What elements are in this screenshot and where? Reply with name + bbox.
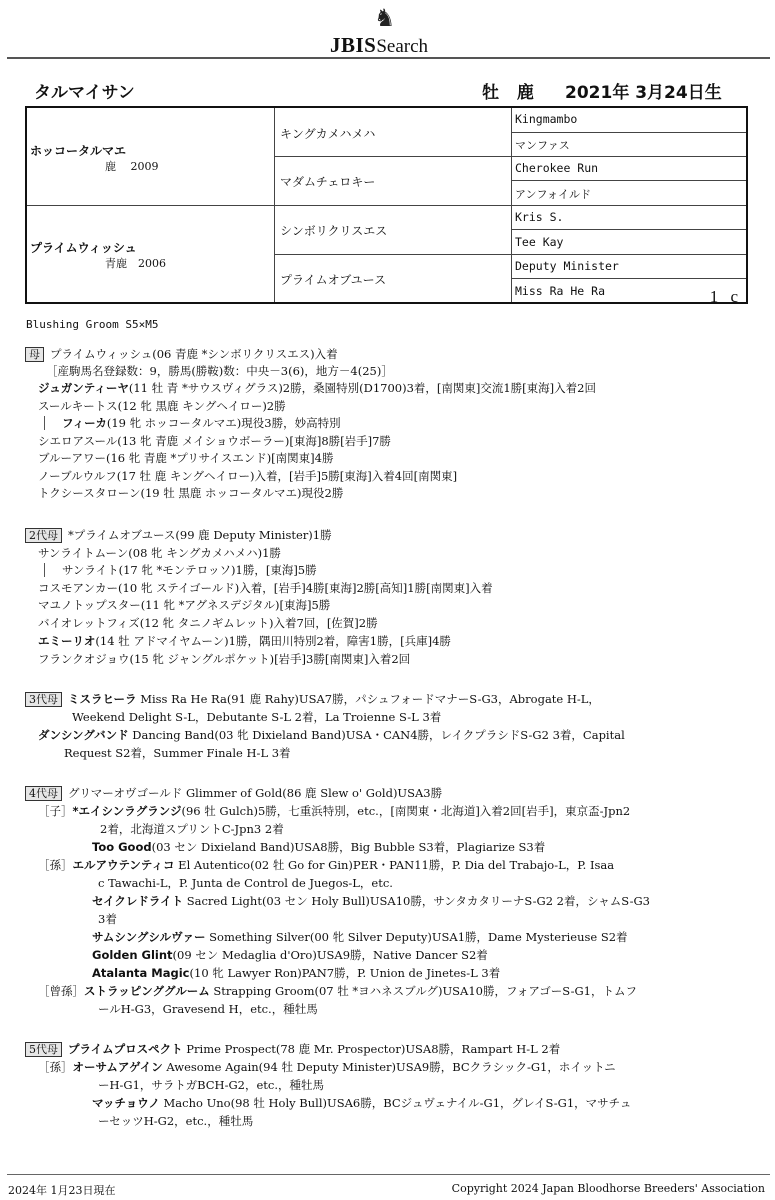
section-tag-3rd-dam: 3代母 [25, 692, 62, 707]
list-item: ［孫］エルアウテンティコ El Autentico(02 牡 Go for Gin)PER・PAN11勝，P. Dia del Trabajo-L，P. Isaa [38, 858, 615, 872]
horse-birth-date: 2021年 3月24日生 [565, 83, 722, 103]
list-item: サムシングシルヴァー Something Silver(00 牝 Silver Deputy)USA1勝，Dame Mysterieuse S2着 [92, 930, 628, 944]
copyright: Copyright 2024 Japan Bloodhorse Breeders' Association [451, 1182, 765, 1195]
second-dam-line: 2代母 *プライムオブユース(99 鹿 Deputy Minister)1勝 [25, 528, 332, 543]
list-item: エミーリオ(14 牡 アドマイヤムーン)1勝，隅田川特別2着，障害1勝，[兵庫]4勝 [38, 634, 451, 648]
list-item: フィーカ(19 牝 ホッコータルマエ)現役3勝，妙高特別 [62, 416, 341, 430]
pedigree-table [25, 106, 748, 304]
section-tag-4th-dam: 4代母 [25, 786, 62, 801]
pedigree-ss[interactable]: キングカメハメハ [280, 127, 376, 141]
header-divider [7, 57, 770, 59]
list-item: 3着 [98, 912, 117, 926]
pedigree-dds[interactable]: Deputy Minister [515, 259, 619, 273]
list-item: Atalanta Magic(10 牝 Lawyer Ron)PAN7勝，P. Union de Jinetes-L 3着 [92, 966, 501, 980]
pedigree-sss[interactable]: Kingmambo [515, 112, 578, 126]
horse-rider-icon: ♞ [374, 4, 396, 32]
pedigree-sd[interactable]: マダムチェロキー [280, 175, 376, 189]
section-tag-dam: 母 [25, 347, 44, 362]
pedigree-ddd[interactable]: Miss Ra He Ra [515, 284, 606, 298]
third-dam-line: 3代母 ミスラヒーラ Miss Ra He Ra(91 鹿 Rahy)USA7勝，パシュフォードマナーS-G3，Abrogate H-L， [25, 692, 600, 707]
list-item: サンライト(17 牝 *モンテロッソ)1勝，[東海]5勝 [62, 563, 317, 577]
list-item: トクシースタローン(19 牡 黒鹿 ホッコータルマエ)現役2勝 [38, 486, 344, 500]
section-tag-2nd-dam: 2代母 [25, 528, 62, 543]
list-item: Too Good(03 セン Dixieland Band)USA8勝，Big Bubble S3着，Plagiarize S3着 [92, 840, 546, 854]
list-item: マユノトップスター(11 牝 *アグネスデジタル)[東海]5勝 [38, 598, 331, 612]
list-item: ダンシングバンド Dancing Band(03 牝 Dixieland Band)USA・CAN4勝，レイクプラシドS-G2 3着，Capital [38, 728, 625, 742]
sire-name[interactable]: ホッコータルマエ [30, 144, 127, 158]
list-item: バイオレットフィズ(12 牝 タニノギムレット)入着7回，[佐賀]2勝 [38, 616, 378, 630]
as-of-date: 2024年 1月23日現在 [8, 1184, 116, 1197]
list-item: スールキートス(12 牝 黒鹿 キングヘイロー)2勝 [38, 399, 286, 413]
list-item: Request S2着，Summer Finale H-L 3着 [64, 746, 291, 760]
dam-line: 母 プライムウィッシュ(06 青鹿 *シンボリクリスエス)入着 [25, 347, 338, 362]
family-number: 1 c [709, 287, 742, 306]
pedigree-ssd[interactable]: マンファス [515, 139, 570, 152]
list-item: マッチョウノ Macho Uno(98 牡 Holy Bull)USA6勝，BCジュヴェナイル-G1，グレイS-G1，マサチュ [92, 1096, 632, 1110]
dam-detail: 青鹿 2006 [105, 257, 166, 270]
pedigree-ds[interactable]: シンボリクリスエス [280, 224, 388, 238]
list-item: ノーブルウルフ(17 牡 鹿 キングヘイロー)入着，[岩手]5勝[東海]入着4回[南関東] [38, 469, 458, 483]
footer-divider [7, 1174, 770, 1175]
pedigree-sds[interactable]: Cherokee Run [515, 161, 599, 175]
list-item: ールH-G3，Gravesend H，etc.，種牡馬 [98, 1002, 318, 1016]
list-item: Weekend Delight S-L，Debutante S-L 2着，La Troienne S-L 3着 [72, 710, 442, 724]
dam-produce-summary: ［産駒馬名登録数：9，勝馬(勝鞍)数：中央－3(6)，地方－4(25)］ [46, 364, 393, 378]
horse-name: タルマイサン [34, 83, 135, 103]
list-item: シエロアスール(13 牝 青鹿 メイショウボーラー)[東海]8勝[岩手]7勝 [38, 434, 391, 448]
list-item: ーH-G1，サラトガBCH-G2，etc.，種牡馬 [98, 1078, 324, 1092]
list-item: c Tawachi-L，P. Junta de Control de Juegos-L，etc. [98, 876, 393, 890]
list-item: サンライトムーン(08 牝 キングカメハメハ)1勝 [38, 546, 281, 560]
list-item: フランクオジョウ(15 牝 ジャングルポケット)[岩手]3勝[南関東]入着2回 [38, 652, 411, 666]
pedigree-dsd[interactable]: Tee Kay [515, 235, 564, 249]
list-item: ［子］*エイシンラグランジ(96 牡 Gulch)5勝，七重浜特別，etc.，[南関東・北海道]入着2回[岩手]，東京盃-Jpn2 [38, 804, 631, 818]
fifth-dam-line: 5代母 プライムプロスペクト Prime Prospect(78 鹿 Mr. Prospector)USA8勝，Rampart H-L 2着 [25, 1042, 560, 1057]
list-item: Golden Glint(09 セン Medaglia d'Oro)USA9勝，Native Dancer S2着 [92, 948, 488, 962]
list-item: 2着，北海道スプリントC-Jpn3 2着 [100, 822, 284, 836]
list-item: ［曾孫］ストラッピンググルーム Strapping Groom(07 牡 *ヨハネスブルグ)USA10勝，フォアゴーS-G1，トムフ [38, 984, 637, 998]
list-item: ーセッツH-G2，etc.，種牡馬 [98, 1114, 254, 1128]
inbreeding-info: Blushing Groom S5×M5 [26, 318, 159, 331]
pedigree-sdd[interactable]: アンフォイルド [515, 188, 592, 201]
list-item: ［孫］オーサムアゲイン Awesome Again(94 牡 Deputy Minister)USA9勝，BCクラシック-G1，ホイットニ [38, 1060, 616, 1074]
horse-sex-color: 牡 鹿 [482, 83, 540, 103]
sire-detail: 鹿 2009 [105, 160, 159, 173]
section-tag-5th-dam: 5代母 [25, 1042, 62, 1057]
list-item: ジュガンティーヤ(11 牡 青 *サウスヴィグラス)2勝，桑園特別(D1700)3着，[南関東]交流1勝[東海]入着2回 [38, 381, 596, 395]
logo-text: JBISSearch [330, 33, 429, 57]
list-item: コスモアンカー(10 牝 ステイゴールド)入着，[岩手]4勝[東海]2勝[高知]1勝[南関東]入着 [38, 581, 493, 595]
dam-name[interactable]: プライムウィッシュ [30, 241, 137, 255]
pedigree-dss[interactable]: Kris S. [515, 210, 564, 224]
pedigree-dd[interactable]: プライムオブユース [280, 273, 387, 287]
list-item: セイクレドライト Sacred Light(03 セン Holy Bull)USA10勝，サンタカタリーナS-G2 2着，シャムS-G3 [92, 894, 650, 908]
jbis-search-logo[interactable] [326, 4, 466, 57]
list-item: ブルーアワー(16 牝 青鹿 *プリサイスエンド)[南関東]4勝 [38, 451, 334, 465]
fourth-dam-line: 4代母 グリマーオヴゴールド Glimmer of Gold(86 鹿 Slew o' Gold)USA3勝 [25, 786, 442, 801]
